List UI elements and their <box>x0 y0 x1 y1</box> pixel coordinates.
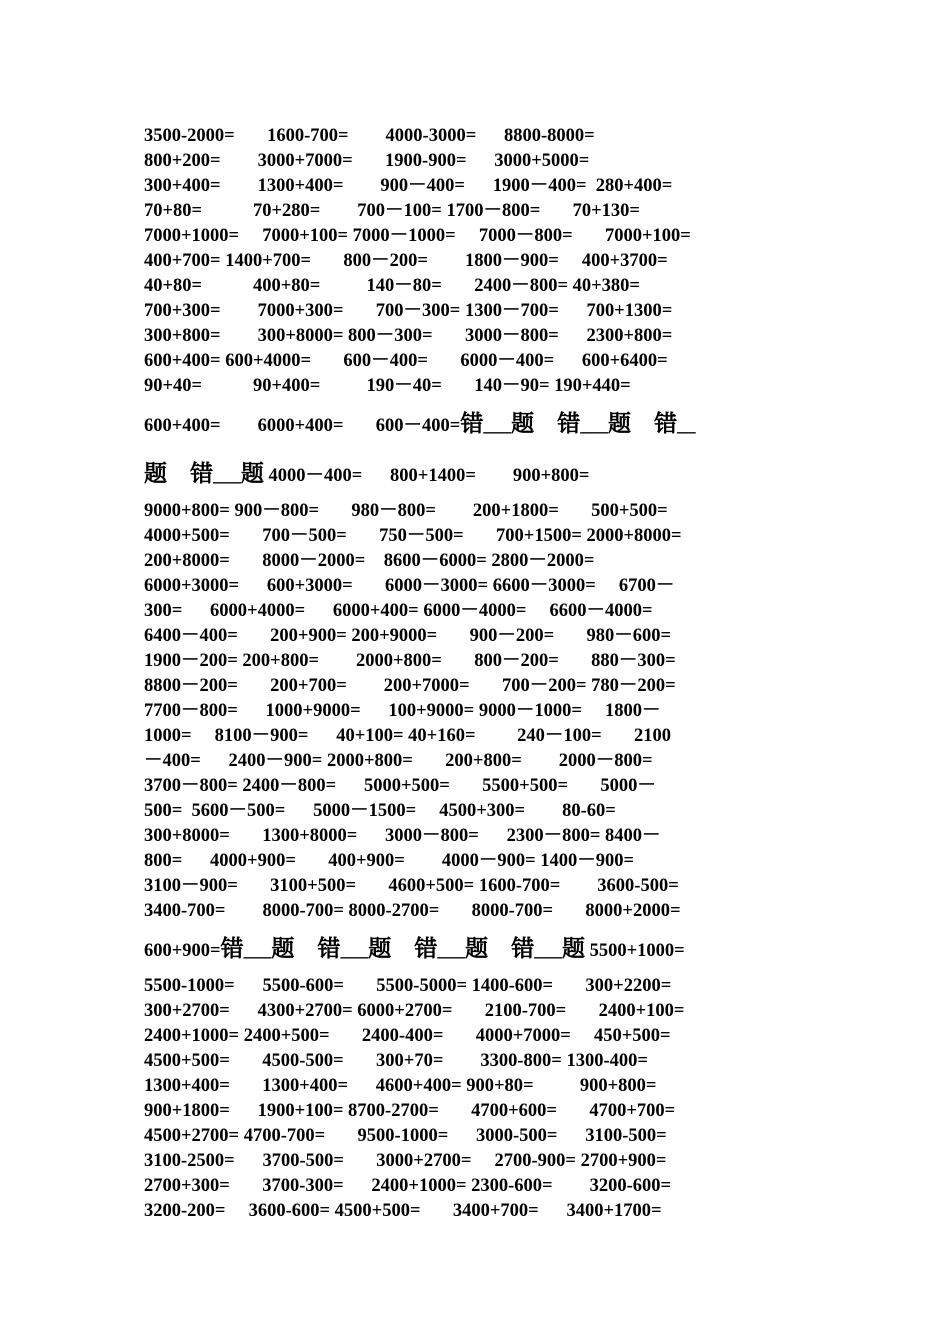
worksheet-line: 9000+800= 900－800= 980－800= 200+1800= 500+500= <box>144 501 668 521</box>
worksheet-line: 3400-700= 8000-700= 8000-2700= 8000-700= 8000+2000= <box>144 901 681 921</box>
worksheet-line: 800+200= 3000+7000= 1900-900= 3000+5000= <box>144 151 590 171</box>
worksheet-line: 900+1800= 1900+100= 8700-2700= 4700+600= 4700+700= <box>144 1101 676 1121</box>
worksheet-line: －400= 2400－900= 2000+800= 200+800= 2000－800= <box>144 751 653 771</box>
worksheet-line: 600+900=错___题 错___题 错___题 错___题 5500+1000= <box>144 936 685 962</box>
worksheet-line: 3700－800= 2400－800= 5000+500= 5500+500= 5000－ <box>144 776 656 796</box>
worksheet-line: 90+40= 90+400= 190－40= 140－90= 190+440= <box>144 376 631 396</box>
worksheet-line: 70+80= 70+280= 700－100= 1700－800= 70+130= <box>144 201 640 221</box>
worksheet-line: 7000+1000= 7000+100= 7000－1000= 7000－800= 7000+100= <box>144 226 691 246</box>
worksheet-line: 8800－200= 200+700= 200+7000= 700－200= 780－200= <box>144 676 676 696</box>
worksheet-line: 4000+500= 700－500= 750－500= 700+1500= 2000+8000= <box>144 526 682 546</box>
worksheet-line: 题 错___题 4000－400= 800+1400= 900+800= <box>144 461 590 487</box>
arithmetic-worksheet <box>144 124 824 1224</box>
worksheet-line: 5500-1000= 5500-600= 5500-5000= 1400-600= 300+2200= <box>144 976 672 996</box>
worksheet-line: 600+400= 600+4000= 600－400= 6000－400= 600+6400= <box>144 351 668 371</box>
worksheet-line: 3500-2000= 1600-700= 4000-3000= 8800-8000= <box>144 126 595 146</box>
worksheet-line: 4500+500= 4500-500= 300+70= 3300-800= 1300-400= <box>144 1051 648 1071</box>
worksheet-line: 400+700= 1400+700= 800－200= 1800－900= 400+3700= <box>144 251 668 271</box>
worksheet-line: 4500+2700= 4700-700= 9500-1000= 3000-500= 3100-500= <box>144 1126 667 1146</box>
worksheet-line: 200+8000= 8000－2000= 8600－6000= 2800－2000= <box>144 551 595 571</box>
worksheet-line: 6000+3000= 600+3000= 6000－3000= 6600－3000= 6700－ <box>144 576 675 596</box>
worksheet-line: 500= 5600－500= 5000－1500= 4500+300= 80-60= <box>144 801 616 821</box>
worksheet-line: 1000= 8100－900= 40+100= 40+160= 240－100= 2100 <box>144 726 672 746</box>
worksheet-line: 40+80= 400+80= 140－80= 2400－800= 40+380= <box>144 276 640 296</box>
worksheet-line: 600+400= 6000+400= 600－400=错___题 错___题 错__ <box>144 411 696 437</box>
worksheet-line: 1300+400= 1300+400= 4600+400= 900+80= 900+800= <box>144 1076 657 1096</box>
worksheet-line: 3100－900= 3100+500= 4600+500= 1600-700= 3600-500= <box>144 876 679 896</box>
worksheet-line: 300+800= 300+8000= 800－300= 3000－800= 2300+800= <box>144 326 673 346</box>
worksheet-line: 7700－800= 1000+9000= 100+9000= 9000－1000= 1800－ <box>144 701 661 721</box>
worksheet-line: 300+2700= 4300+2700= 6000+2700= 2100-700= 2400+100= <box>144 1001 685 1021</box>
worksheet-line: 300+8000= 1300+8000= 3000－800= 2300－800= 8400－ <box>144 826 661 846</box>
worksheet-line: 800= 4000+900= 400+900= 4000－900= 1400－900= <box>144 851 635 871</box>
worksheet-line: 1900－200= 200+800= 2000+800= 800－200= 880－300= <box>144 651 676 671</box>
worksheet-line: 2400+1000= 2400+500= 2400-400= 4000+7000= 450+500= <box>144 1026 671 1046</box>
worksheet-line: 2700+300= 3700-300= 2400+1000= 2300-600= 3200-600= <box>144 1176 672 1196</box>
worksheet-line: 300= 6000+4000= 6000+400= 6000－4000= 6600－4000= <box>144 601 653 621</box>
worksheet-line: 700+300= 7000+300= 700－300= 1300－700= 700+1300= <box>144 301 673 321</box>
worksheet-line: 3100-2500= 3700-500= 3000+2700= 2700-900= 2700+900= <box>144 1151 667 1171</box>
worksheet-line: 6400－400= 200+900= 200+9000= 900－200= 980－600= <box>144 626 672 646</box>
worksheet-line: 300+400= 1300+400= 900－400= 1900－400= 280+400= <box>144 176 673 196</box>
worksheet-line: 3200-200= 3600-600= 4500+500= 3400+700= 3400+1700= <box>144 1201 662 1221</box>
